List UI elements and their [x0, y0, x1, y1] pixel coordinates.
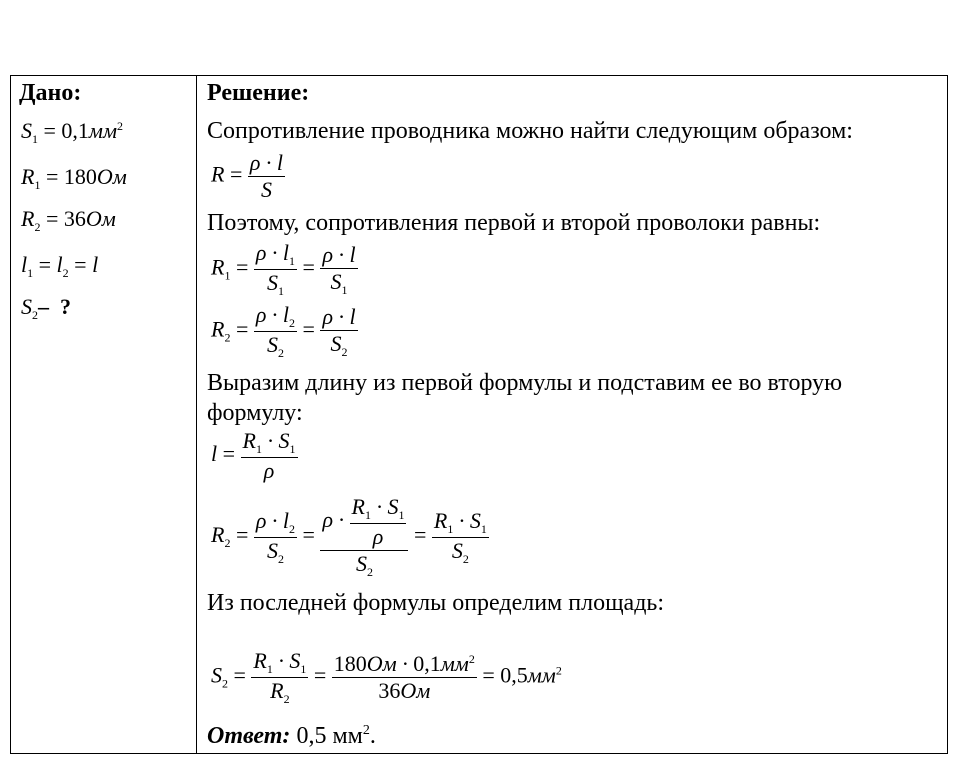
- given-lengths: $l_1 = l_2 = l$: [21, 252, 99, 280]
- formula-r2: $R_2$ = $\frac{\rho \cdot l_2}{S_2}$ = $\frac{\rho \cdot l}{S_2}$: [211, 302, 356, 360]
- solution-line-1: Сопротивление проводника можно найти следующим образом:: [207, 118, 853, 144]
- formula-r: R = $\frac{\rho \cdot l}{S}$: [211, 150, 284, 202]
- formula-s2: $S_2$ = $\frac{R_1 \cdot S_1}{R_2}$ = $\frac{180Ом \cdot 0,1мм^2}{36Ом}$ = $0,5мм^2$: [211, 648, 562, 706]
- answer-end: .: [369, 723, 376, 749]
- formula-l: l = $\frac{R_1 \cdot S_1}{\rho}$: [211, 428, 296, 483]
- given-s1: $S_1 = 0,1мм^2$: [21, 118, 124, 146]
- answer-value: 0,5 мм: [296, 723, 363, 749]
- given-r1: $R_1 = 180Ом$: [21, 164, 127, 192]
- formula-r2-substituted: $R_2$ = $\frac{\rho \cdot l_2}{S_2}$ = ρ · $\frac{R_1 \cdot S_1}{\rho}$ $S_2$ = $\frac{R_1 \cdot S_1}{S_2}$: [211, 494, 487, 579]
- answer-label: Ответ:: [207, 723, 291, 749]
- given-r2: $R_2 = 36Ом$: [21, 206, 116, 234]
- formula-r1: $R_1$ = $\frac{\rho \cdot l_1}{S_1}$ = $\frac{\rho \cdot l}{S_1}$: [211, 240, 356, 298]
- solution-line-3: Выразим длину из первой формулы и подставим ее во вторую: [207, 370, 843, 396]
- solution-table: [10, 75, 948, 754]
- given-find: $S_2-$ ?: [21, 294, 71, 322]
- answer-sup: 2: [362, 723, 370, 738]
- solution-line-3b: формулу:: [207, 400, 303, 426]
- solution-line-4: Из последней формулы определим площадь:: [207, 590, 665, 616]
- solution-line-2: Поэтому, сопротивления первой и второй проволоки равны:: [207, 210, 821, 236]
- given-header: Дано:: [19, 80, 82, 106]
- solution-header: Решение:: [207, 80, 310, 106]
- answer: [207, 723, 376, 750]
- column-divider: [196, 76, 197, 753]
